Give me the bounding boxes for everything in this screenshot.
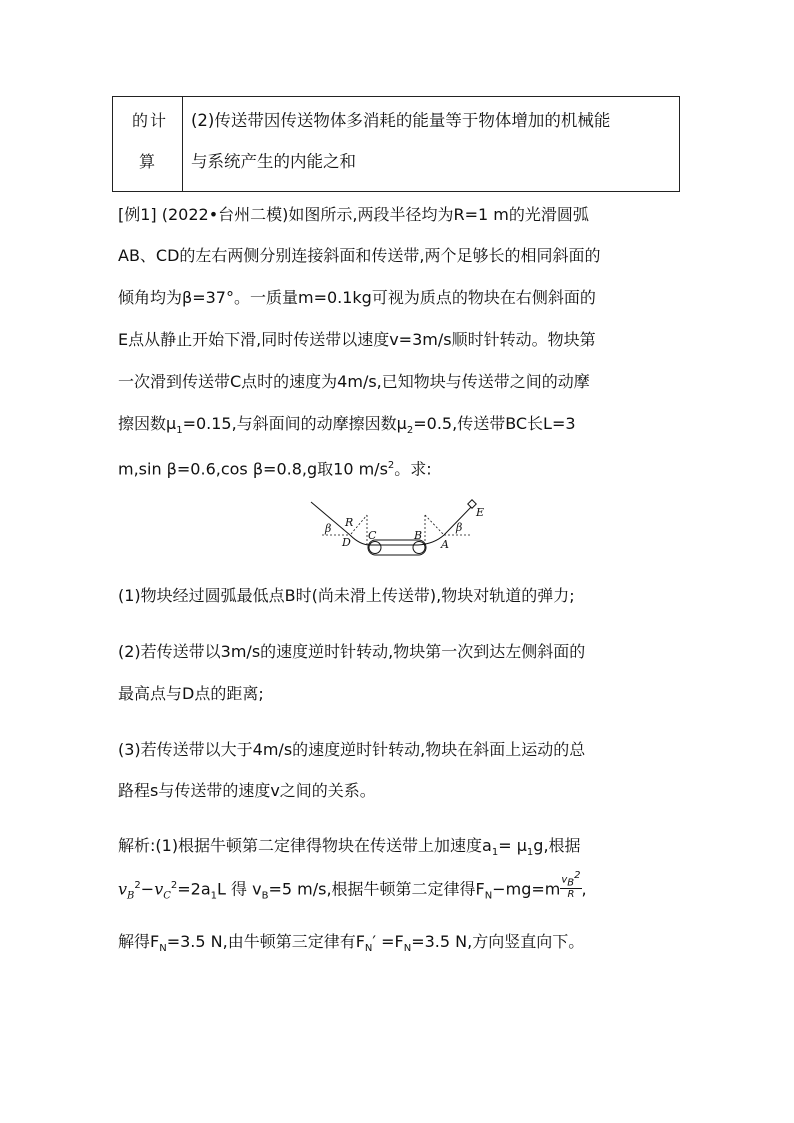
- fraction-denominator: R: [567, 888, 575, 900]
- table-label-line1: 的计: [132, 111, 169, 130]
- solution-l1-b: = μ: [498, 836, 527, 855]
- beta-right-label: β: [456, 521, 463, 534]
- example-line-6-b: =0.15,与斜面间的动摩擦因数μ: [182, 414, 407, 433]
- solution-l3-c: ′ =F: [372, 932, 404, 951]
- solution-l3-sub2: N: [364, 943, 373, 955]
- solution-l1-c: g,根据: [533, 836, 581, 855]
- example-line-5: 一次滑到传送带C点时的速度为4m/s,已知物块与传送带之间的动摩: [118, 372, 590, 391]
- point-c-label: C: [368, 529, 377, 542]
- solution-line-1: [118, 836, 581, 863]
- radius-label: R: [345, 516, 354, 529]
- example-line-7-a: m,sin β=0.6,cos β=0.8,g取10 m/s: [118, 459, 388, 479]
- example-line-6-sub1: 1: [176, 425, 183, 437]
- question-3-line-2: 路程s与传送带的速度v之间的关系。: [118, 781, 376, 800]
- solution-l1-sub: 1: [491, 847, 499, 859]
- point-b-label: B: [414, 529, 423, 542]
- solution-l3-a: 解得F: [118, 932, 160, 951]
- solution-l3-d: =3.5 N,方向竖直向下。: [411, 932, 585, 951]
- solution-l2-sup1: 2: [134, 880, 141, 891]
- solution-fraction: [560, 870, 581, 900]
- question-2-line-2: 最高点与D点的距离;: [118, 684, 264, 703]
- left-radius-slant: [351, 515, 367, 534]
- example-line-6-a: 擦因数μ: [118, 414, 177, 433]
- solution-l1-sub2: 1: [526, 847, 534, 859]
- point-a-label: A: [441, 538, 449, 551]
- table-label-line2: 算: [139, 152, 156, 171]
- fraction-numerator-v: v: [561, 873, 568, 885]
- right-pulley: [413, 542, 425, 554]
- example-line-6-c: =0.5,传送带BC长L=3: [413, 414, 576, 433]
- solution-l2-sub3: 1: [210, 890, 218, 902]
- solution-l3-sub3: N: [403, 943, 412, 955]
- question-1: (1)物块经过圆弧最低点B时(尚未滑上传送带),物块对轨道的弹力;: [118, 586, 575, 605]
- point-e-label: E: [476, 506, 485, 519]
- point-d-label: D: [342, 536, 351, 549]
- beta-left-label: β: [325, 522, 332, 535]
- fraction-numerator-sup: 2: [574, 869, 581, 881]
- question-2-line-1: (2)若传送带以3m/s的速度逆时针转动,物块第一次到达左侧斜面的: [118, 642, 586, 661]
- example-line-3: 倾角均为β=37°。一质量m=0.1kg可视为质点的物块在右侧斜面的: [118, 288, 596, 307]
- solution-l3-sub1: N: [159, 943, 167, 955]
- solution-l1-a: 解析:(1)根据牛顿第二定律得物块在传送带上加速度a: [118, 836, 492, 855]
- solution-l2-vb: v: [118, 879, 128, 899]
- fraction-numerator: [560, 870, 581, 889]
- table-label-cell: [113, 97, 183, 191]
- solution-l2-sub4: B: [261, 890, 269, 902]
- solution-l2-e: ,: [581, 879, 587, 899]
- solution-l2-c: =5 m/s,根据牛顿第二定律得F: [268, 879, 485, 899]
- solution-l2-sub5: N: [484, 890, 493, 902]
- fraction-numerator-sub: B: [567, 876, 575, 888]
- solution-line-2: [118, 869, 587, 907]
- solution-l2-vc-sub: C: [163, 890, 171, 902]
- table-content-line1: (2)传送带因传送物体多消耗的能量等于物体增加的机械能: [191, 111, 611, 130]
- example-line-6: [118, 414, 576, 441]
- example-line-6-sub2: 2: [406, 425, 414, 437]
- question-3-line-1: (3)若传送带以大于4m/s的速度逆时针转动,物块在斜面上运动的总: [118, 740, 586, 759]
- example-line-7: [118, 456, 432, 479]
- example-line-1: [例1] (2022•台州二模)如图所示,两段半径均为R=1 m的光滑圆弧: [118, 205, 589, 224]
- example-line-4: E点从静止开始下滑,同时传送带以速度v=3m/s顺时针转动。物块第: [118, 330, 596, 349]
- solution-l2-sup2: 2: [170, 880, 178, 891]
- solution-l2-vc: v: [154, 879, 164, 899]
- solution-l3-b: =3.5 N,由牛顿第三定律有F: [166, 932, 365, 951]
- track-diagram: [308, 498, 490, 564]
- example-line-2: AB、CD的左右两侧分别连接斜面和传送带,两个足够长的相同斜面的: [118, 246, 601, 265]
- example-line-7-b: 。求:: [394, 459, 432, 479]
- table-content-line2: 与系统产生的内能之和: [191, 152, 356, 171]
- solution-l2-a: =2a: [177, 879, 211, 899]
- solution-l2-b: L 得 v: [217, 879, 262, 899]
- block: [468, 500, 476, 508]
- solution-l2-d: −mg=m: [492, 879, 561, 899]
- solution-l2-vb-sub: B: [127, 890, 135, 902]
- left-pulley: [369, 542, 381, 554]
- summary-table: [112, 96, 680, 192]
- solution-l2-minus: −: [140, 879, 155, 899]
- right-radius-slant: [425, 515, 443, 534]
- example-line-7-sup: 2: [387, 460, 395, 471]
- solution-line-3: [118, 932, 584, 959]
